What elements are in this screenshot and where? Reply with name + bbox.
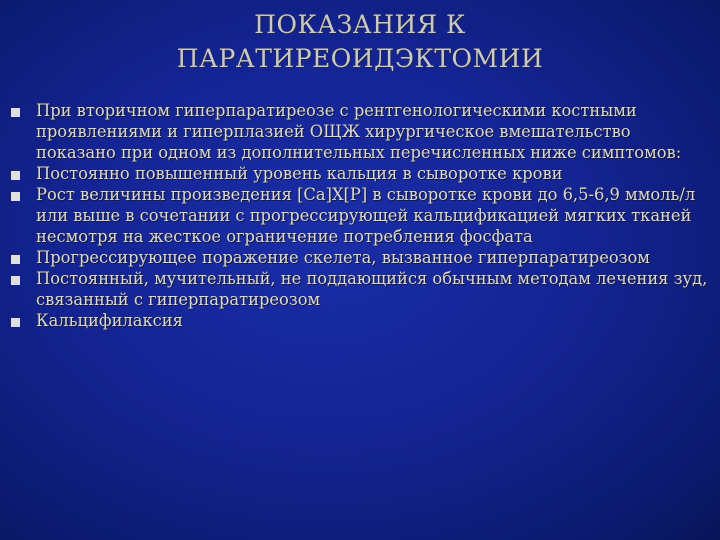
bullet-text: Постоянно повышенный уровень кальция в сыворотке крови	[36, 164, 563, 183]
bullet-item	[10, 163, 715, 184]
square-bullet-icon	[11, 276, 20, 285]
square-bullet-icon	[11, 108, 20, 117]
bullet-item	[10, 247, 715, 268]
square-bullet-icon	[11, 255, 20, 264]
bullet-text: Постоянный, мучительный, не поддающийся обычным методам лечения зуд, связанный с гиперпаратиреозом	[36, 269, 708, 309]
bullet-item	[10, 184, 715, 247]
bullet-text: При вторичном гиперпаратиреозе с рентгенологическими костными проявлениями и гиперплазией ОЩЖ хирургическое вмешательство показано при одном из дополнительных перечисленных ниже симптомов:	[36, 101, 682, 162]
bullet-list	[10, 100, 715, 331]
bullet-text: Кальцифилаксия	[36, 311, 183, 330]
slide-title-line-1: ПОКАЗАНИЯ К	[254, 10, 466, 39]
bullet-text: Прогрессирующее поражение скелета, вызванное гиперпаратиреозом	[36, 248, 650, 267]
square-bullet-icon	[11, 192, 20, 201]
bullet-item	[10, 310, 715, 331]
slide-title-line-2: ПАРАТИРЕОИДЭКТОМИИ	[176, 44, 544, 73]
square-bullet-icon	[11, 318, 20, 327]
slide-title	[0, 8, 720, 76]
bullet-text: Рост величины произведения [Ca]X[P] в сыворотке крови до 6,5-6,9 ммоль/л или выше в сочетании с прогрессирующей кальцификацией мягких тканей несмотря на жесткое ограничение потребления фосфата	[36, 185, 696, 246]
bullet-item	[10, 268, 715, 310]
bullet-item	[10, 100, 715, 163]
square-bullet-icon	[11, 171, 20, 180]
